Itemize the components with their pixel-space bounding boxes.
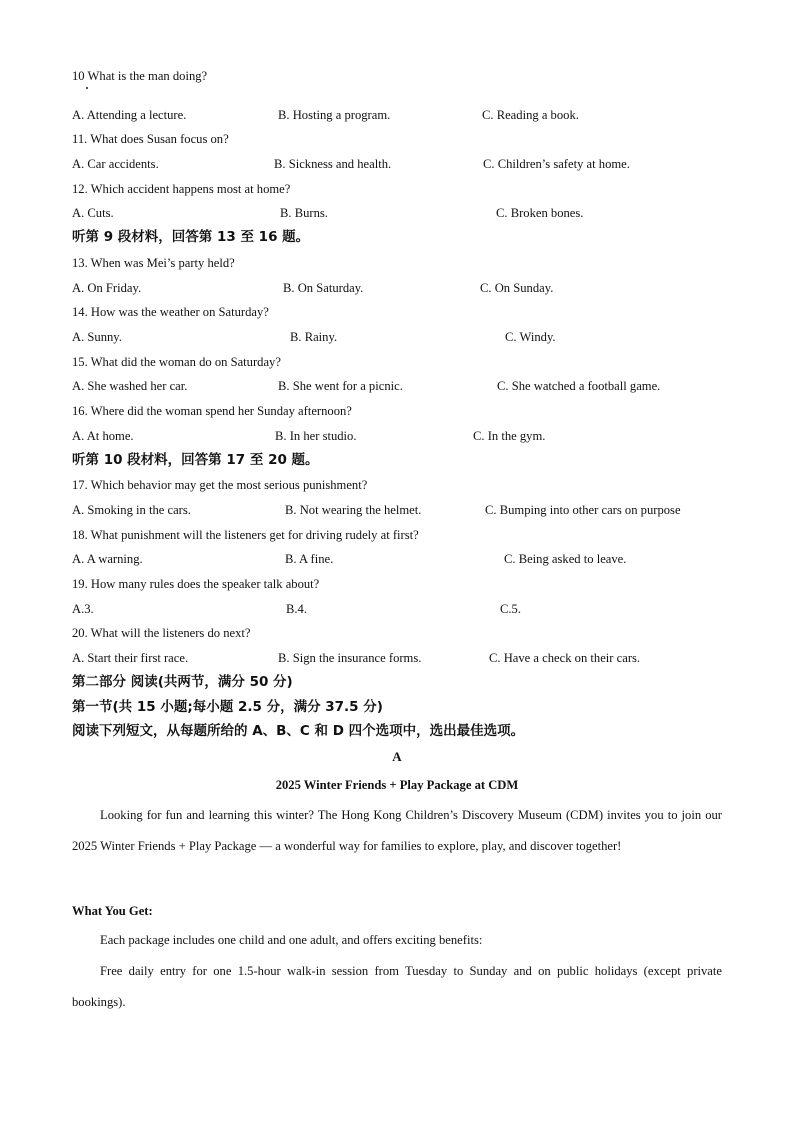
question-20: 20. What will the listeners do next? [72, 626, 251, 640]
what-you-get-heading: What You Get: [72, 904, 153, 918]
option-a: A. Sunny. [72, 330, 122, 344]
question-11: 11. What does Susan focus on? [72, 132, 229, 146]
passage-paragraph-3: Free daily entry for one 1.5-hour walk-in session from Tuesday to Sunday and on public holidays (except private bookings). [72, 964, 722, 1009]
option-b: B. A fine. [285, 552, 334, 566]
passage-paragraph-1: Looking for fun and learning this winter? The Hong Kong Children’s Discovery Museum (CDM) invites you to join our 2025 Winter Friends + Play Package — a wonderful way for families to explore, play, and discover together! [72, 808, 722, 853]
option-c: C.5. [500, 602, 521, 616]
option-a: A. Smoking in the cars. [72, 503, 191, 517]
passage-letter: A [392, 749, 402, 764]
question-10: 10 What is the man doing? [72, 69, 208, 83]
option-b: B. Not wearing the helmet. [285, 503, 422, 517]
option-c: C. Bumping into other cars on purpose [485, 503, 681, 517]
question-16: 16. Where did the woman spend her Sunday afternoon? [72, 404, 352, 418]
option-a: A. A warning. [72, 552, 143, 566]
option-c: C. Broken bones. [496, 206, 584, 220]
option-a: A. Car accidents. [72, 157, 159, 171]
option-a: A. She washed her car. [72, 379, 188, 393]
passage-paragraph-2: Each package includes one child and one adult, and offers exciting benefits: [100, 933, 483, 947]
question-15: 15. What did the woman do on Saturday? [72, 355, 281, 369]
option-b: B. Sign the insurance forms. [278, 651, 422, 665]
option-c: C. Reading a book. [482, 108, 579, 122]
option-a: A. Attending a lecture. [72, 108, 187, 122]
option-b: B. Rainy. [290, 330, 338, 344]
option-a: A. Start their first race. [72, 651, 189, 665]
option-b: B. Hosting a program. [278, 108, 391, 122]
option-c: C. On Sunday. [480, 281, 554, 295]
option-a: A. At home. [72, 429, 134, 443]
option-b: B. She went for a picnic. [278, 379, 403, 393]
option-b: B. Sickness and health. [274, 157, 392, 171]
question-19: 19. How many rules does the speaker talk about? [72, 577, 320, 591]
section-1-title: 第一节(共 15 小题;每小题 2.5 分，满分 37.5 分) [72, 699, 383, 715]
option-b: B. Burns. [280, 206, 328, 220]
part-2-title: 第二部分 阅读(共两节，满分 50 分) [72, 674, 293, 690]
question-18: 18. What punishment will the listeners get for driving rudely at first? [72, 528, 419, 542]
option-c: C. Windy. [505, 330, 556, 344]
question-14: 14. How was the weather on Saturday? [72, 305, 269, 319]
question-17: 17. Which behavior may get the most serious punishment? [72, 478, 368, 492]
option-c: C. Children’s safety at home. [483, 157, 630, 171]
reading-instruction: 阅读下列短文，从每题所给的 A、B、C 和 D 四个选项中，选出最佳选项。 [72, 723, 525, 739]
option-b: B. In her studio. [275, 429, 357, 443]
option-c: C. Have a check on their cars. [489, 651, 641, 665]
option-b: B.4. [286, 602, 307, 616]
section-10-heading: 听第 10 段材料，回答第 17 至 20 题。 [72, 452, 319, 468]
passage-title: 2025 Winter Friends + Play Package at CDM [275, 778, 519, 792]
option-a: A. Cuts. [72, 206, 114, 220]
option-c: C. Being asked to leave. [504, 552, 627, 566]
stray-dot [86, 87, 88, 89]
section-9-heading: 听第 9 段材料，回答第 13 至 16 题。 [72, 229, 310, 245]
option-c: C. She watched a football game. [497, 379, 661, 393]
option-b: B. On Saturday. [283, 281, 364, 295]
question-12: 12. Which accident happens most at home? [72, 182, 291, 196]
option-a: A. On Friday. [72, 281, 142, 295]
question-13: 13. When was Mei’s party held? [72, 256, 235, 270]
option-c: C. In the gym. [473, 429, 546, 443]
option-a: A.3. [72, 602, 94, 616]
